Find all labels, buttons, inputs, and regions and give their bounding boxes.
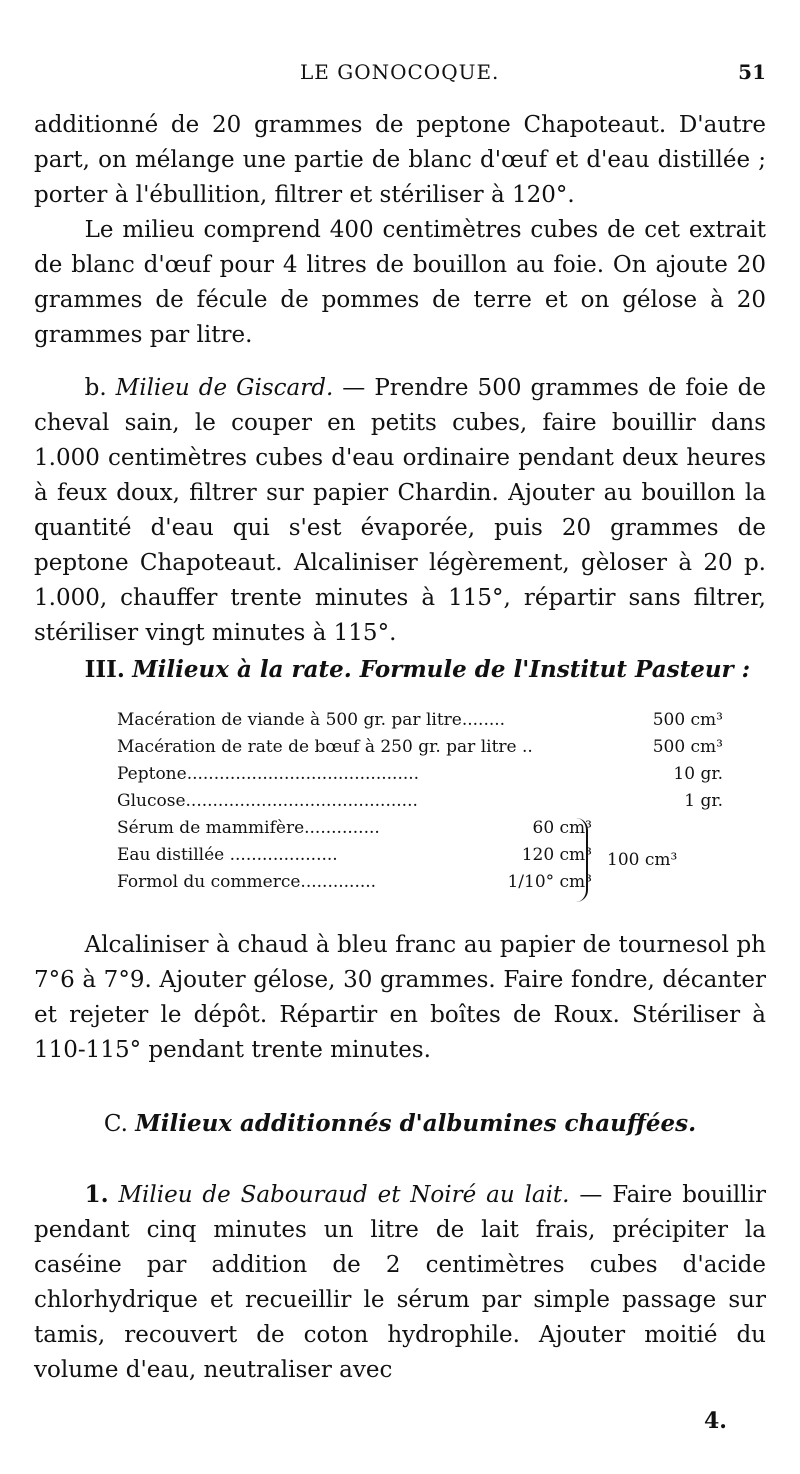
item-1-text: — Faire bouillir pendant cinq minutes un litre de lait frais, précipiter la caséine par addition de 2 centimètres cubes d'acide chlorhydrique et recueillir le sérum par simple passage sur tamis, recouvert de coton hydrophile. Ajouter moitié du volume d'eau, neutraliser avec: [34, 1182, 766, 1383]
brace-total: 100 cm³: [607, 850, 678, 870]
section-iii-heading: [34, 652, 766, 688]
formula-ingredient: Formol du commerce..............: [117, 872, 377, 892]
formula-subquantity: 120 cm³: [521, 845, 592, 865]
paragraph-3: [34, 371, 766, 651]
section-c-label: C.: [103, 1111, 128, 1137]
formula-subquantity: 1/10° cm³: [507, 872, 592, 892]
paragraph-2: Le milieu comprend 400 centimètres cubes de cet extrait de blanc d'œuf pour 4 litres de bouillon au foie. On ajoute 20 grammes de fécule de pommes de terre et on gélose à 20 grammes par litre.: [34, 217, 766, 348]
section-c-title: Milieux additionnés d'albumines chauffées.: [135, 1110, 697, 1137]
formula-ingredient: Macération de viande à 500 gr. par litre........: [117, 710, 506, 730]
formula-quantity: 500 cm³: [652, 710, 723, 730]
formula-row: [117, 815, 717, 842]
item-1-label: 1.: [84, 1181, 109, 1208]
paragraph-after-formula-block: [34, 928, 766, 1068]
formula-ingredient: Glucose...........................................: [117, 791, 418, 811]
formula-quantity: 500 cm³: [652, 737, 723, 757]
spacer: [34, 353, 766, 371]
paragraph-after-formula: Alcaliniser à chaud à bleu franc au papier de tournesol ph 7°6 à 7°9. Ajouter gélose, 30 grammes. Faire fondre, décanter et rejeter le dépôt. Répartir en boîtes de Roux. Stériliser à 110-115° pendant trente minutes.: [34, 932, 766, 1063]
section-iii-title: Milieux à la rate. Formule de l'Institut Pasteur :: [132, 656, 751, 683]
right-brace: [572, 818, 588, 902]
formula-row: [117, 869, 717, 896]
formula-row: [117, 707, 723, 734]
item-1-paragraph: [34, 1177, 766, 1388]
page-number: 51: [738, 60, 766, 84]
formula-ingredient: Sérum de mammifère..............: [117, 818, 380, 838]
formula-quantity: 1 gr.: [684, 791, 723, 811]
page-header: [0, 60, 800, 90]
paragraph-1: additionné de 20 grammes de peptone Chapoteaut. D'autre part, on mélange une partie de blanc d'œuf et d'eau distillée ; porter à l'ébullition, filtrer et stériliser à 120°.: [34, 112, 766, 208]
paragraph-3-title: Milieu de Giscard.: [115, 375, 334, 401]
paragraph-3-label: b.: [84, 375, 107, 401]
formula-ingredient: Eau distillée ....................: [117, 845, 338, 865]
formula-ingredient: Peptone...........................................: [117, 764, 420, 784]
running-title: LE GONOCOQUE.: [300, 60, 500, 84]
item-1-block: [34, 1177, 766, 1388]
formula-row: [117, 761, 723, 788]
formula-row: [117, 734, 723, 761]
formula-ingredient: Macération de rate de bœuf à 250 gr. par litre ..: [117, 737, 533, 757]
text-block-top: [34, 108, 766, 651]
paragraph-3-text: — Prendre 500 grammes de foie de cheval sain, le couper en petits cubes, faire bouillir dans 1.000 centimètres cubes d'eau ordinaire pendant deux heures à feux doux, filtrer sur papier Chardin. Ajouter au bouillon la quantité d'eau qui s'est évaporée, puis 20 grammes de peptone Chapoteaut. Alcaliniser légèrement, gèloser à 20 p. 1.000, chauffer trente minutes à 115°, répartir sans filtrer, stériliser vingt minutes à 115°.: [34, 375, 767, 646]
signature-mark: 4.: [704, 1408, 727, 1434]
section-iii-label: III.: [84, 656, 125, 683]
formula-quantity: 10 gr.: [673, 764, 723, 784]
section-c-heading: [34, 1106, 766, 1142]
formula-subquantity: 60 cm³: [532, 818, 592, 838]
formula-row: [117, 788, 723, 815]
item-1-title: Milieu de Sabouraud et Noiré au lait.: [118, 1182, 570, 1208]
